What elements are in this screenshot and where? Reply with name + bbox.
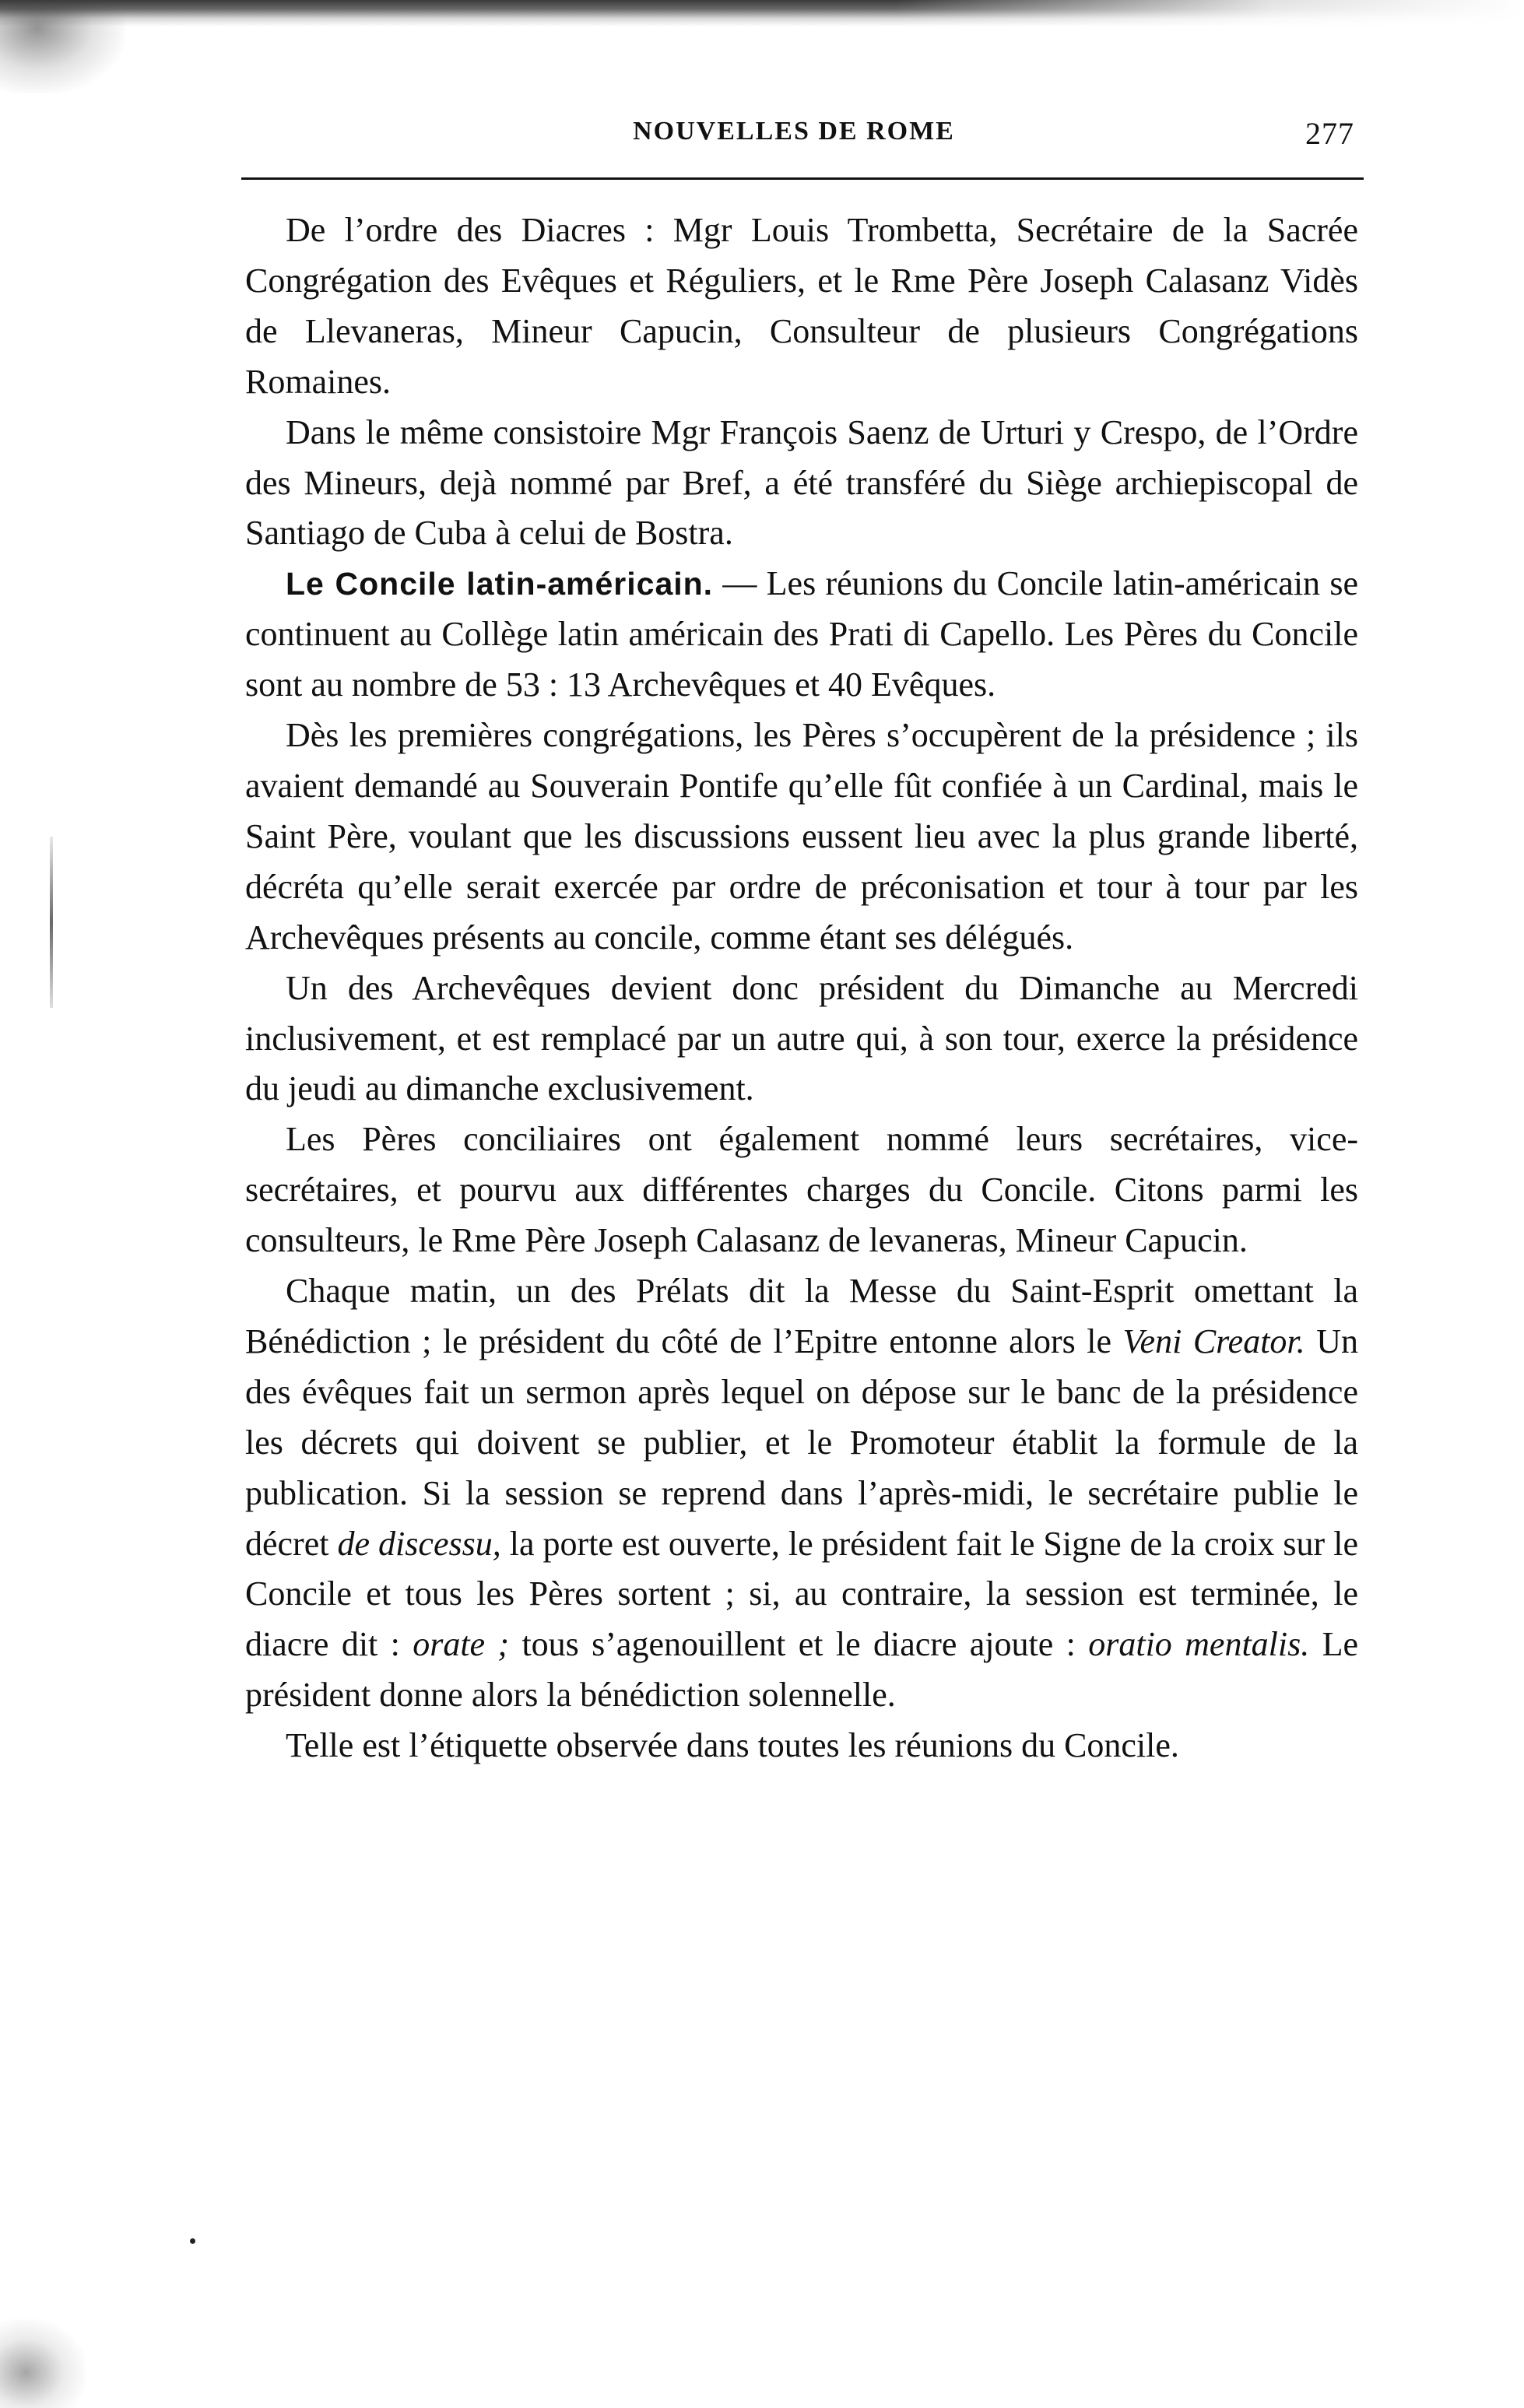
ceremonie-text-5: Le président donne alors la bénédiction solennelle.: [245, 1625, 1359, 1715]
italic-veni-creator: Veni Creator.: [1122, 1322, 1305, 1360]
paragraph-concile-intro: [245, 559, 1358, 711]
header-rule: [241, 177, 1364, 180]
scan-ink-dot: [190, 2238, 195, 2244]
paragraph-diacres: De l’ordre des Diacres : Mgr Louis Trombetta, Secrétaire de la Sacrée Congrégation des Evêques et Réguliers, et le Rme Père Joseph Calasanz Vidès de Llevaneras, Mineur Capucin, Consulteur de plusieurs Congrégations Romaines.: [245, 211, 1358, 401]
italic-oratio-mentalis: oratio mentalis.: [1088, 1625, 1310, 1664]
paragraph-president-rotation: Un des Archevêques devient donc président du Dimanche au Mercredi inclusivement, et est remplacé par un autre qui, à son tour, exerce la présidence du jeudi au dimanche exclusivement.: [245, 968, 1358, 1108]
paragraph-concile-text: — Les réunions du Concile latin-américain se continuent au Collège latin américain des Prati di Capello. Les Pères du Concile sont au nombre de 53 : 13 Archevêques et 40 Evêques.: [245, 564, 1358, 704]
paragraph-secretaires: Les Pères conciliaires ont également nommé leurs secrétaires, vice-secrétaires, et pourvu aux différentes charges du Concile. Citons parmi les consulteurs, le Rme Père Joseph Calasanz de levaneras, Mineur Capucin.: [245, 1120, 1358, 1260]
italic-orate: orate ;: [413, 1625, 510, 1664]
paragraph-presidence: Dès les premières congrégations, les Pères s’occupèrent de la présidence ; ils avaient demandé au Souverain Pontife qu’elle fût confiée à un Cardinal, mais le Saint Père, voulant que les discussions eussent lieu avec la plus grande liberté, décréta qu’elle serait exercée par ordre de préconisation et tour à tour par les Archevêques présents au concile, comme étant ses délégués.: [245, 716, 1358, 957]
running-head: [234, 117, 1354, 163]
section-heading: Le Concile latin-américain.: [286, 566, 714, 602]
paragraph-consistoire: Dans le même consistoire Mgr François Saenz de Urturi y Crespo, de l’Ordre des Mineurs, dejà nommé par Bref, a été transféré du Siège archiepiscopal de Santiago de Cuba à celui de Bostra.: [245, 412, 1358, 553]
ceremonie-text-3: la porte est ouverte, le président fait le Signe de la croix sur le Concile et tous les Pères sortent ; si, au contraire, la session est terminée, le diacre dit :: [245, 1524, 1358, 1664]
running-title: NOUVELLES DE ROME: [633, 117, 955, 146]
ceremonie-text-2: Un des évêques fait un sermon après lequel on dépose sur le banc de la présidence les décrets qui doivent se publier, et le Promoteur établit la formule de la publication. Si la session se reprend dans l’après-midi, le secrétaire publie le décret: [245, 1322, 1359, 1563]
scan-bottom-noise: [0, 2319, 86, 2408]
scan-corner-noise: [0, 0, 125, 93]
ceremonie-text-4: tous s’agenouillent et le diacre ajoute :: [509, 1625, 1089, 1664]
scan-margin-mark: [50, 837, 53, 1008]
scan-top-edge-fade: [895, 0, 1524, 31]
paragraph-ceremonie: [245, 1266, 1358, 1721]
ceremonie-text-1: Chaque matin, un des Prélats dit la Messe du Saint-Esprit omettant la Bénédiction ; le président du côté de l’Epitre entonne alors le: [245, 1272, 1358, 1360]
italic-de-discessu: de discessu,: [337, 1524, 501, 1563]
paragraph-etiquette: Telle est l’étiquette observée dans toutes les réunions du Concile.: [286, 1726, 1179, 1765]
page-body: [245, 205, 1358, 1771]
page-number: 277: [1305, 116, 1354, 151]
